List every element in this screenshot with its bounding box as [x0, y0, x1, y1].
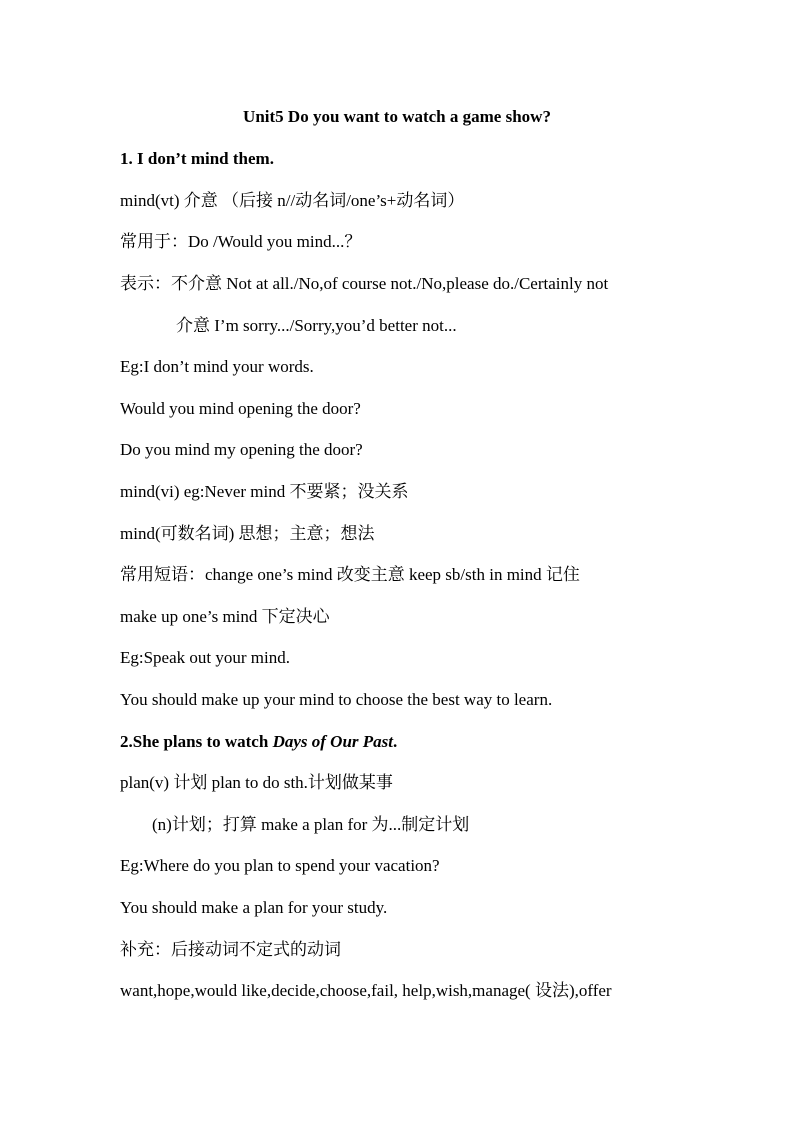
text-line: plan(v) 计划 plan to do sth.计划做某事 — [120, 773, 393, 792]
heading-2 — [120, 731, 397, 753]
text-line: 补充：后接动词不定式的动词 — [120, 940, 341, 959]
text-line: You should make up your mind to choose the best way to learn. — [120, 690, 553, 709]
text-line: mind(可数名词) 思想；主意；想法 — [120, 524, 375, 543]
heading-2-suffix: . — [392, 732, 398, 751]
text-line: Would you mind opening the door? — [120, 399, 361, 418]
heading-2-prefix: 2.She plans to watch — [120, 732, 273, 751]
heading-1: 1. I don’t mind them. — [120, 149, 274, 168]
text-line: Do you mind my opening the door? — [120, 440, 363, 459]
heading-2-show-title: Days of Our Past — [272, 732, 393, 751]
text-line: want,hope,would like,decide,choose,fail, help,wish,manage( 设法),offer — [120, 981, 612, 1000]
text-line: 介意 I’m sorry.../Sorry,you’d better not... — [176, 316, 457, 335]
text-line: mind(vi) eg:Never mind 不要紧；没关系 — [120, 482, 409, 501]
text-line: Eg:I don’t mind your words. — [120, 357, 314, 376]
text-line: 常用于：Do /Would you mind...？ — [120, 232, 362, 251]
text-line: You should make a plan for your study. — [120, 898, 388, 917]
text-line: Eg:Where do you plan to spend your vacation? — [120, 856, 440, 875]
text-line: 常用短语：change one’s mind 改变主意 keep sb/sth in mind 记住 — [120, 565, 580, 584]
document-title: Unit5 Do you want to watch a game show? — [243, 107, 551, 126]
text-line: make up one’s mind 下定决心 — [120, 607, 330, 626]
text-line: (n)计划；打算 make a plan for 为...制定计划 — [152, 815, 470, 834]
text-line: mind(vt) 介意 （后接 n//动名词/one’s+动名词） — [120, 191, 465, 210]
text-line: 表示：不介意 Not at all./No,of course not./No,please do./Certainly not — [120, 274, 609, 293]
text-line: Eg:Speak out your mind. — [120, 648, 290, 667]
